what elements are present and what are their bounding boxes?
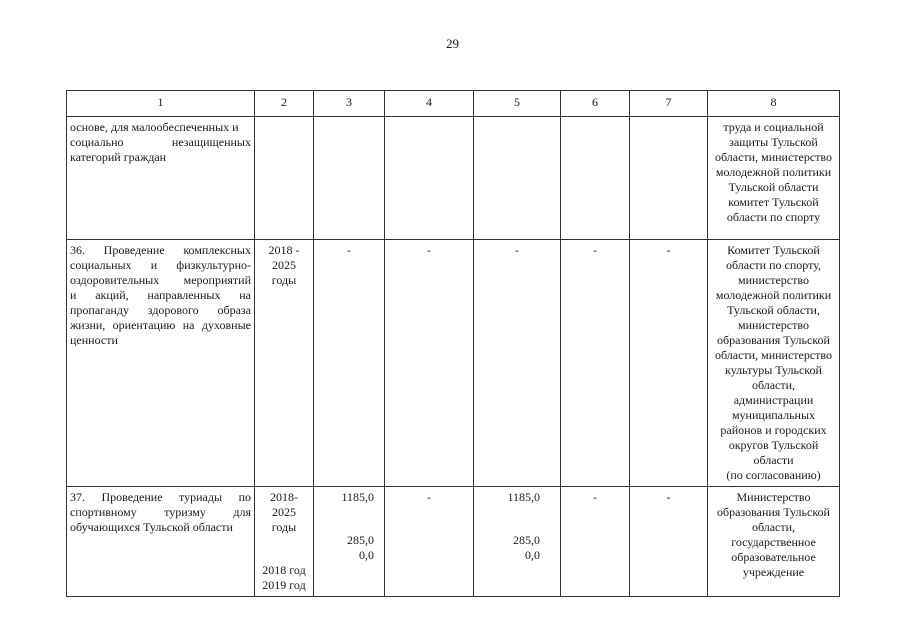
federal-cell — [385, 117, 474, 240]
text-line: министерство — [738, 318, 809, 332]
text-line: спортивному туризму для — [70, 505, 251, 519]
text-line: 285,0 — [347, 533, 374, 547]
text-line: защиты Тульской — [729, 135, 818, 149]
text-line: Комитет Тульской — [727, 243, 820, 257]
total-cell — [314, 117, 385, 240]
other-cell — [630, 117, 708, 240]
text-line: молодежной политики — [715, 165, 832, 179]
text-line: 37. Проведение туриады по — [70, 490, 251, 504]
column-header-2: 2 — [255, 91, 314, 117]
text-line: области, — [751, 520, 796, 534]
table-row — [67, 117, 840, 240]
text-line: годы — [271, 520, 297, 534]
text-line: труда и социальной — [723, 120, 824, 134]
local-cell: - — [561, 487, 630, 597]
column-header-5: 5 — [474, 91, 561, 117]
text-line: районов и городских — [720, 423, 827, 437]
text-line: образования Тульской — [717, 505, 830, 519]
text-line: (по согласованию) — [726, 468, 821, 482]
text-line: основе, для малообеспеченных и — [70, 120, 239, 134]
text-line: обучающихся Тульской области — [70, 520, 233, 534]
column-header-1: 1 — [67, 91, 255, 117]
table-row — [67, 240, 840, 487]
text-line: пропаганду здорового образа — [70, 303, 251, 317]
text-line: культуры Тульской — [725, 363, 822, 377]
text-line: округов Тульской — [728, 438, 819, 452]
column-header-7: 7 — [630, 91, 708, 117]
text-line: 1185,0 — [341, 490, 374, 504]
header-row — [67, 91, 840, 117]
regional-cell — [474, 487, 561, 597]
regional-cell — [474, 117, 561, 240]
text-line: социальных и физкультурно- — [70, 258, 251, 272]
text-line: 1185,0 — [507, 490, 540, 504]
period-cell — [255, 240, 314, 487]
text-line: оздоровительных мероприятий — [70, 273, 251, 287]
column-header-4: 4 — [385, 91, 474, 117]
measure-name-cell — [67, 117, 255, 240]
text-line: образования Тульской — [717, 333, 830, 347]
federal-cell: - — [385, 487, 474, 597]
text-line: 36. Проведение комплексных — [70, 243, 251, 257]
text-line: области — [753, 453, 794, 467]
text-line: Тульской области — [728, 180, 819, 194]
text-line: годы — [271, 273, 297, 287]
local-cell: - — [561, 240, 630, 487]
column-header-6: 6 — [561, 91, 630, 117]
text-line: 2025 — [272, 258, 296, 272]
text-line: учреждение — [742, 565, 805, 579]
column-header-3: 3 — [314, 91, 385, 117]
other-cell: - — [630, 487, 708, 597]
total-cell — [314, 240, 385, 487]
text-line: муниципальных — [731, 408, 816, 422]
text-line: и акций, направленных на — [70, 288, 251, 302]
column-header-8: 8 — [708, 91, 840, 117]
text-line: 2019 год — [262, 578, 306, 592]
federal-cell: - — [385, 240, 474, 487]
measure-name-cell — [67, 240, 255, 487]
text-line: образовательное — [731, 550, 816, 564]
text-line: 285,0 — [513, 533, 540, 547]
table-row — [67, 487, 840, 597]
text-line: 2018 год — [262, 563, 306, 577]
regional-cell — [474, 240, 561, 487]
text-line: Тульской области, — [727, 303, 820, 317]
text-line: 0,0 — [525, 548, 540, 562]
text-line: 2025 — [272, 505, 296, 519]
text-line: области, — [751, 378, 796, 392]
total-cell — [314, 487, 385, 597]
text-line: государственное — [731, 535, 816, 549]
measure-name-cell — [67, 487, 255, 597]
text-line: 2018- — [270, 490, 298, 504]
text-line: 0,0 — [359, 548, 374, 562]
local-cell — [561, 117, 630, 240]
text-line: - — [347, 243, 351, 257]
page-number: 29 — [446, 36, 459, 51]
measures-table — [66, 90, 840, 597]
text-line: 2018 - — [268, 243, 300, 257]
text-line: министерство — [738, 273, 809, 287]
other-cell: - — [630, 240, 708, 487]
text-line: молодежной политики — [715, 288, 832, 302]
text-line: жизни, ориентацию на духовные — [70, 318, 251, 332]
text-line: области по спорту — [726, 210, 821, 224]
text-line: - — [515, 243, 519, 257]
text-line: комитет Тульской — [728, 195, 819, 209]
executor-cell — [708, 487, 840, 597]
executor-cell — [708, 117, 840, 240]
executor-cell — [708, 240, 840, 487]
text-line: Министерство — [736, 490, 811, 504]
period-cell — [255, 117, 314, 240]
text-line: категорий граждан — [70, 150, 167, 164]
text-line: администрации — [733, 393, 814, 407]
text-line: области по спорту, — [725, 258, 821, 272]
text-line: ценности — [70, 333, 118, 347]
period-cell — [255, 487, 314, 597]
text-line: социально незащищенных — [70, 135, 251, 149]
text-line: области, министерство — [714, 348, 833, 362]
text-line: области, министерство — [714, 150, 833, 164]
